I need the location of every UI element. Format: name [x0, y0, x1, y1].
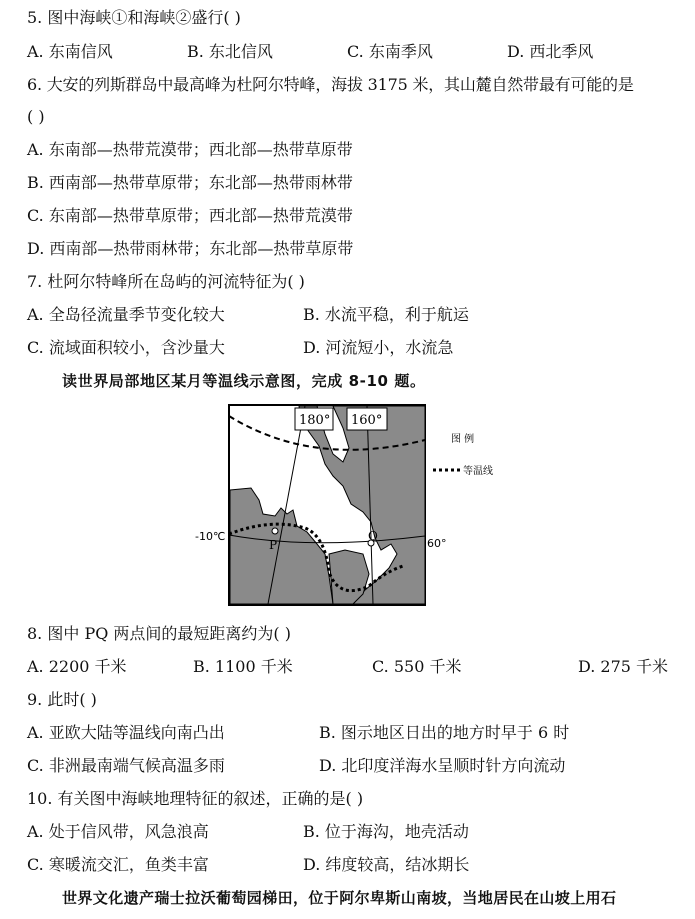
q9-stem: 9. 此时( ): [27, 690, 97, 709]
q7-option-b: B. 水流平稳，利于航运: [303, 305, 469, 324]
isotherm-map-figure: [193, 404, 493, 608]
q6-option-b: B. 西南部—热带草原带；东北部—热带雨林带: [27, 173, 353, 192]
legend-item-label: 等温线: [463, 466, 493, 477]
q5-stem: 5. 图中海峡①和海峡②盛行( ): [27, 8, 241, 27]
q7-option-d: D. 河流短小，水流急: [303, 338, 454, 357]
q5-option-b: B. 东北信风: [187, 42, 273, 61]
q9-option-c: C. 非洲最南端气候高温多雨: [27, 756, 225, 775]
q10-option-a: A. 处于信风带，风急浪高: [27, 822, 209, 841]
q6-option-a: A. 东南部—热带荒漠带；西北部—热带草原带: [27, 140, 353, 159]
point-p-marker: [272, 528, 278, 534]
legend-title: 图 例: [451, 434, 475, 445]
q10-stem: 10. 有关图中海峡地理特征的叙述，正确的是( ): [27, 789, 364, 808]
q7-stem: 7. 杜阿尔特峰所在岛屿的河流特征为( ): [27, 272, 305, 291]
q5-option-a: A. 东南信风: [27, 42, 113, 61]
q6-stem: 6. 大安的列斯群岛中最高峰为杜阿尔特峰，海拔 3175 米，其山麓自然带最有可能的是: [27, 75, 634, 94]
q8-option-a: A. 2200 千米: [27, 657, 127, 676]
label-60: 60°: [427, 537, 447, 550]
q8-stem: 8. 图中 PQ 两点间的最短距离约为( ): [27, 624, 291, 643]
q9-option-b: B. 图示地区日出的地方时早于 6 时: [319, 723, 570, 742]
q8-option-c: C. 550 千米: [372, 657, 462, 676]
q10-option-b: B. 位于海沟，地壳活动: [303, 822, 469, 841]
q9-option-a: A. 亚欧大陆等温线向南凸出: [27, 723, 225, 742]
q10-option-c: C. 寒暖流交汇，鱼类丰富: [27, 855, 209, 874]
label-180: 180°: [299, 413, 331, 428]
q6-option-c: C. 东南部—热带草原带；西北部—热带荒漠带: [27, 206, 353, 225]
q5-option-d: D. 西北季风: [507, 42, 594, 61]
label-p: P: [269, 538, 278, 552]
q9-option-d: D. 北印度洋海水呈顺时针方向流动: [319, 756, 566, 775]
label-160: 160°: [351, 413, 383, 428]
q6-option-d: D. 西南部—热带雨林带；东北部—热带草原带: [27, 239, 354, 258]
q8-option-d: D. 275 千米: [578, 657, 669, 676]
q7-option-c: C. 流域面积较小，含沙量大: [27, 338, 225, 357]
q5-option-c: C. 东南季风: [347, 42, 433, 61]
q8-option-b: B. 1100 千米: [193, 657, 293, 676]
q6-stem-cont: ( ): [27, 107, 45, 126]
label-isotherm-value: -10℃: [195, 530, 226, 543]
label-q: Q: [368, 529, 378, 543]
q10-option-d: D. 纬度较高，结冰期长: [303, 855, 470, 874]
lead-text-8-10: 读世界局部地区某月等温线示意图，完成 8-10 题。: [62, 372, 426, 390]
q7-option-a: A. 全岛径流量季节变化较大: [27, 305, 225, 324]
lead-text-next: 世界文化遗产瑞士拉沃葡萄园梯田，位于阿尔卑斯山南坡，当地居民在山坡上用石: [62, 889, 617, 907]
